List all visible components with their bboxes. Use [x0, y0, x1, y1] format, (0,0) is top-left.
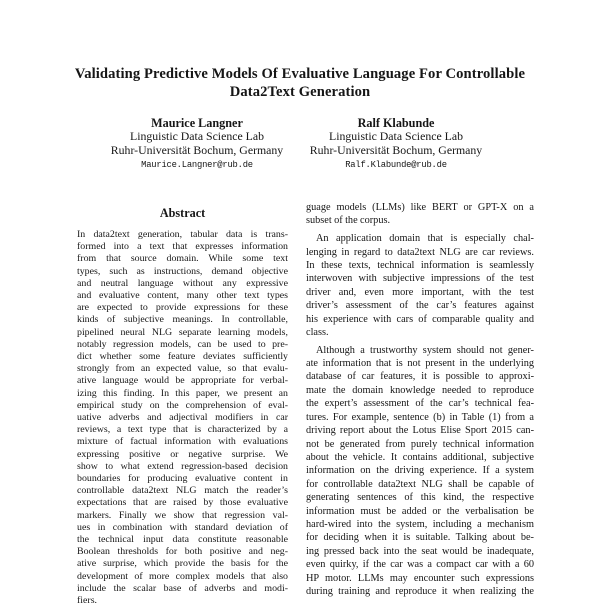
paper-title-line-2: Data2Text Generation [229, 84, 371, 100]
author-email: Ralf.Klabunde@rub.de [345, 160, 447, 171]
paper-title [0, 65, 600, 101]
body-paragraph: Although a trustworthy system should not gener- ate information that is not present in the underlying database of car features, it is possible to approxi- mate the domain knowledge needed to reproduce the expert’s assessment of the car’s technical fea- tures. For example, sentence (b) in Table (1) from a driving report about the Lotus Elise Sport 2015 can- not be generated from purely technical information about the vehicle. It contains additional, subjective information on the driving experience. If a system for controllable data2text NLG shall be capable of generating sentences of this kind, the respective information must be added or the verbalisation be hard-wired into the system, including a mechanism for deciding when it is suitable. Talking about be- ing pressed back into the seat would be inadequate, even quirky, if the car was a compact car with a 60 HP motor. LLMs may encounter such expressions during training and reproduce it when realizing the [306, 344, 534, 597]
author-affiliation: Linguistic Data Science Lab [329, 129, 463, 144]
left-column [77, 206, 288, 607]
paper-title-line-1: Validating Predictive Models Of Evaluative Language For Controllable [74, 66, 526, 82]
abstract-text: In data2text generation, tabular data is trans- formed into a text that expresses information from that source domain. While some text types, such as instructions, demand objective and neutral language without any expressive and evaluative content, many other text types are expected to provide expressions for these kinds of subjective meanings. In controllable, pipelined neural NLG separate learning models, notably regression models, can be used to pre- dict whether some feature deviates sufficiently strongly from an expected value, so that evalu- ative language would be appropriate for verbal- izing this finding. In this paper, we present an empirical study on the comprehension of eval- uative adverbs and adjectival modifiers in car reviews, a text type that is characterized by a mixture of factual information with evaluations expressing positive or negative surprise. We show to what extend regression-based decision boundaries for producing evaluative content in controllable data2text NLG match the reader’s expectations that are raised by those evaluative markers. Finally we show that regression val- ues in combination with standard deviation of the technical input data constitute reasonable Boolean thresholds for both positive and neg- ative surprise, which provide the basis for the development of more complex models that also include the scalar base of adverbs and modi- fiers. [77, 229, 288, 607]
author-affiliation: Linguistic Data Science Lab [130, 129, 264, 144]
body-paragraph: An application domain that is especially chal- lenging in regard to data2text NLG are car reviews. In these texts, technical information is seamlessly interwoven with subjective impressions of the test driver and, even more important, with the test driver’s assessment of the car’s features against his experience with cars of comparable quality and class. [306, 233, 534, 338]
author-affiliation: Ruhr-Universität Bochum, Germany [309, 142, 483, 157]
right-column [306, 201, 534, 598]
abstract-heading: Abstract [159, 206, 206, 220]
author-name: Ralf Klabunde [357, 116, 435, 130]
author-block-ralf-klabunde [276, 117, 516, 173]
author-name: Maurice Langner [151, 116, 243, 130]
author-email: Maurice.Langner@rub.de [141, 160, 253, 171]
body-paragraph: guage models (LLMs) like BERT or GPT-X on a subset of the corpus. [306, 202, 534, 227]
author-affiliation: Ruhr-Universität Bochum, Germany [110, 142, 284, 157]
